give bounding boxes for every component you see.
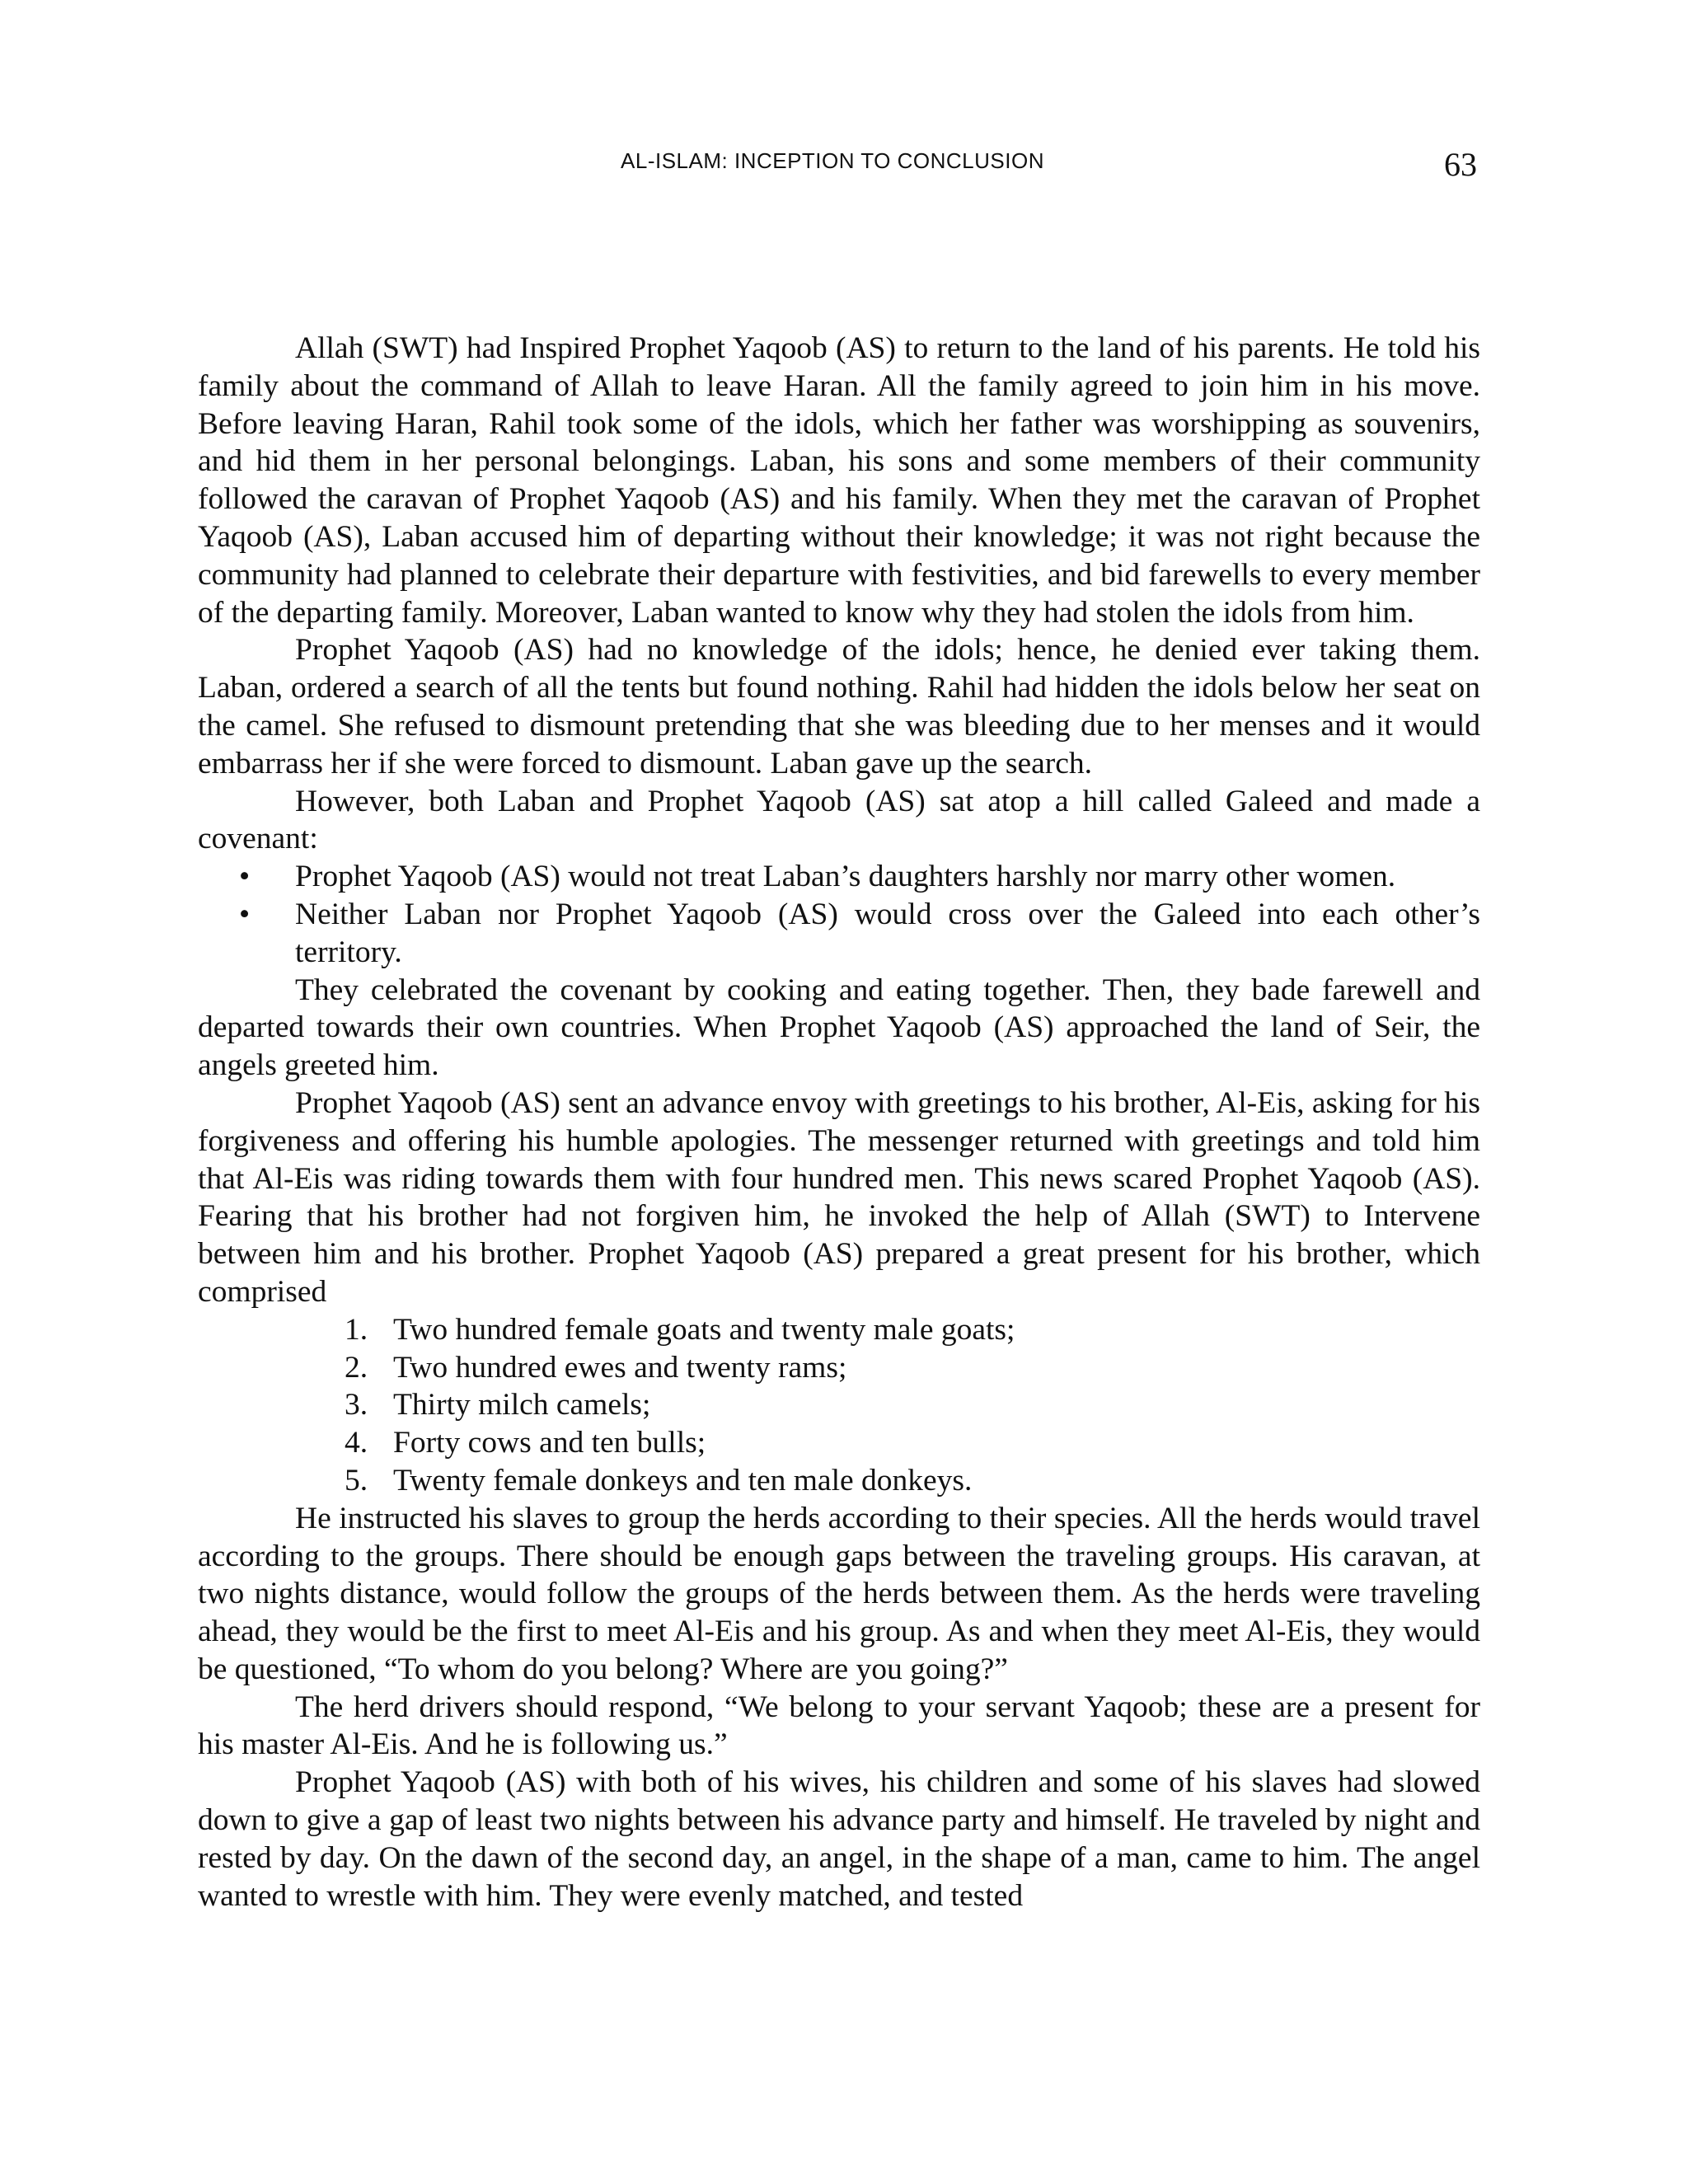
numbered-item: [198, 1386, 1480, 1424]
numbered-item: [198, 1424, 1480, 1462]
numbered-item: [198, 1349, 1480, 1387]
body-text: [198, 330, 1480, 1915]
paragraph-8: Prophet Yaqoob (AS) with both of his wives, his children and some of his slaves had slowed down to give a gap of least two nights between his advance party and himself. He traveled by night and rested by day. On the dawn of the second day, an angel, in the shape of a man, came to him. The angel wanted to wrestle with him. They were evenly matched, and tested: [198, 1765, 1480, 1913]
bullet-text: Prophet Yaqoob (AS) would not treat Laban’s daughters harshly nor marry other women.: [295, 860, 1396, 894]
bullet-item: [198, 896, 1480, 972]
item-text: Two hundred female goats and twenty male goats;: [393, 1312, 1015, 1347]
numbered-item: [198, 1311, 1480, 1349]
item-text: Thirty milch camels;: [393, 1388, 651, 1422]
paragraph-1: Allah (SWT) had Inspired Prophet Yaqoob (AS) to return to the land of his parents. He told his family about the command of Allah to leave Haran. All the family agreed to join him in his move. Before leaving Haran, Rahil took some of the idols, which her father was worshipping as souvenirs, and hid them in her personal belongings. Laban, his sons and some members of their community followed the caravan of Prophet Yaqoob (AS) and his family. When they met the caravan of Prophet Yaqoob (AS), Laban accused him of departing without their knowledge; it was not right because the community had planned to celebrate their departure with festivities, and bid farewells to every member of the departing family. Moreover, Laban wanted to know why they had stolen the idols from him.: [198, 331, 1480, 630]
item-number: 4.: [345, 1426, 368, 1460]
item-text: Two hundred ewes and twenty rams;: [393, 1350, 847, 1385]
item-number: 5.: [345, 1463, 368, 1497]
item-number: 3.: [345, 1388, 368, 1422]
paragraph-2: Prophet Yaqoob (AS) had no knowledge of the idols; hence, he denied ever taking them. Laban, ordered a search of all the tents but found nothing. Rahil had hidden the idols below her seat on the camel. She refused to dismount pretending that she was bleeding due to her menses and it would embarrass her if she were forced to dismount. Laban gave up the search.: [198, 633, 1480, 780]
numbered-item: [198, 1462, 1480, 1500]
bullet-item: [198, 858, 1480, 896]
item-number: 2.: [345, 1350, 368, 1385]
item-number: 1.: [345, 1312, 368, 1347]
item-text: Forty cows and ten bulls;: [393, 1426, 706, 1460]
paragraph-5: Prophet Yaqoob (AS) sent an advance envoy with greetings to his brother, Al-Eis, asking for his forgiveness and offering his humble apologies. The messenger returned with greetings and told him that Al-Eis was riding towards them with four hundred men. This news scared Prophet Yaqoob (AS). Fearing that his brother had not forgiven him, he invoked the help of Allah (SWT) to Intervene between him and his brother. Prophet Yaqoob (AS) prepared a great present for his brother, which comprised: [198, 1085, 1480, 1309]
paragraph-4: They celebrated the covenant by cooking and eating together. Then, they bade farewell and departed towards their own countries. When Prophet Yaqoob (AS) approached the land of Seir, the angels greeted him.: [198, 972, 1480, 1083]
present-numbered-list: [198, 1311, 1480, 1500]
item-text: Twenty female donkeys and ten male donkeys.: [393, 1463, 973, 1497]
book-title: AL-ISLAM: INCEPTION TO CONCLUSION: [621, 148, 1044, 173]
covenant-bullet-list: [198, 858, 1480, 971]
bullet-marker: •: [239, 897, 251, 931]
paragraph-3: However, both Laban and Prophet Yaqoob (AS) sat atop a hill called Galeed and made a covenant:: [198, 784, 1480, 856]
paragraph-7: The herd drivers should respond, “We belong to your servant Yaqoob; these are a present for his master Al-Eis. And he is following us.”: [198, 1690, 1480, 1762]
paragraph-6: He instructed his slaves to group the herds according to their species. All the herds would travel according to the groups. There should be enough gaps between the traveling groups. His caravan, at two nights distance, would follow the groups of the herds between them. As the herds were traveling ahead, they would be the first to meet Al-Eis and his group. As and when they meet Al-Eis, they would be questioned, “To whom do you belong? Where are you going?”: [198, 1501, 1480, 1686]
running-header: [198, 145, 1477, 194]
page-number: 63: [1444, 146, 1477, 183]
bullet-marker: •: [239, 860, 251, 894]
bullet-text: Neither Laban nor Prophet Yaqoob (AS) would cross over the Galeed into each other’s territory.: [295, 897, 1480, 969]
